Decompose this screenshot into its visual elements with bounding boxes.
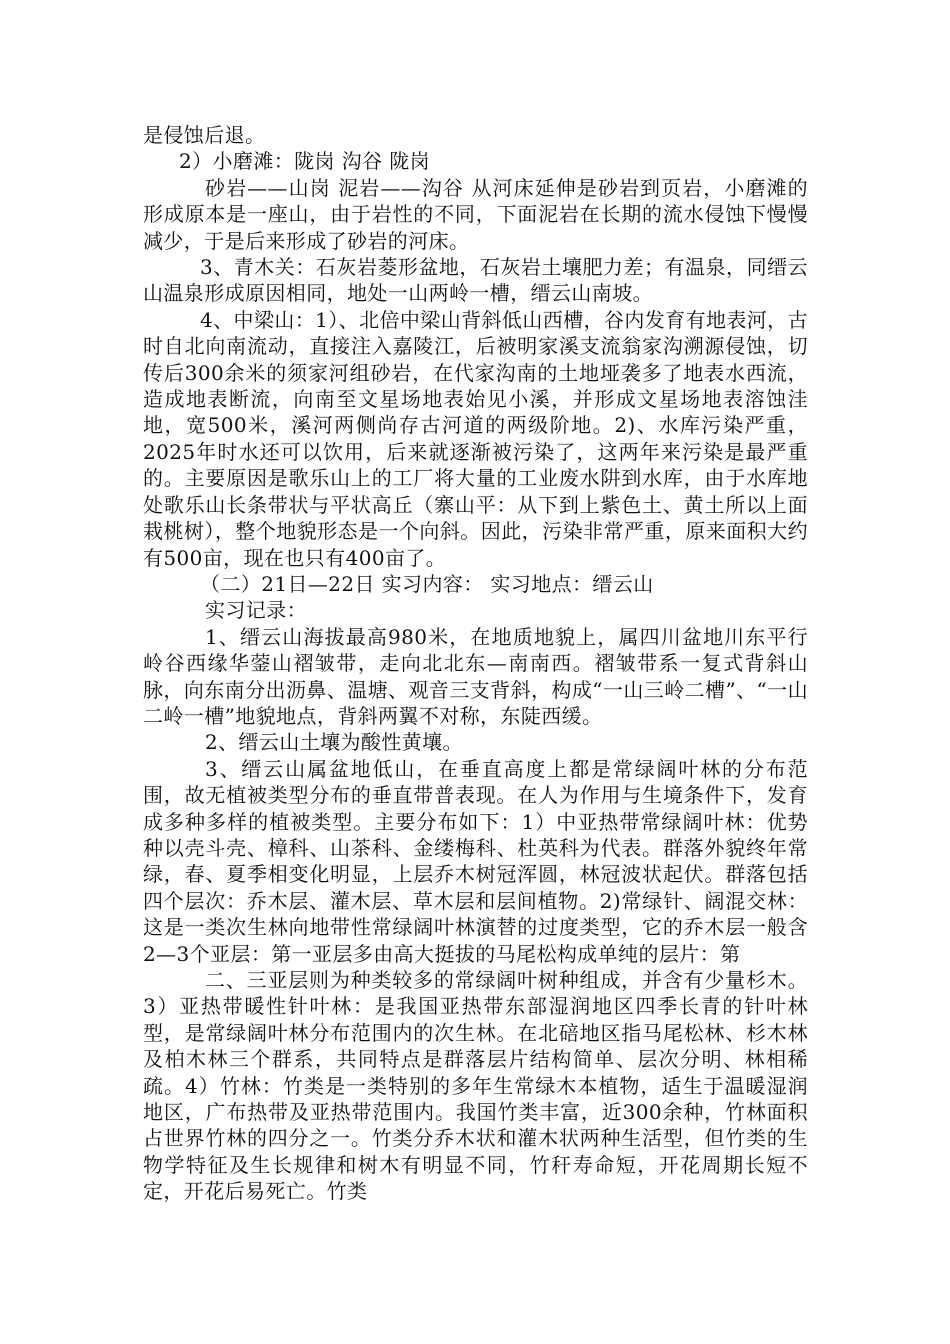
paragraph-10: 3、缙云山属盆地低山，在垂直高度上都是常绿阔叶林的分布范围，故无植被类型分布的垂直带普表现。在人为作用与生境条件下，发育成多种多样的植被类型。主要分布如下：1）中亚热带常绿阔叶林：优势种以壳斗壳、樟科、山茶科、金缕梅科、杜英科为代表。群落外貌终年常绿，春、夏季相变化明显，上层乔木树冠浑圆，林冠波状起伏。群落包括四个层次：乔木层、灌木层、草木层和层间植物。2)常绿针、阔混交林：这是一类次生林向地带性常绿阔叶林演替的过度类型，它的乔木层一般含2—3个亚层：第一亚层多由高大挺拔的马尾松构成单纯的层片：第: [143, 756, 808, 966]
document-page: [143, 122, 808, 1205]
paragraph-8: 1、缙云山海拔最高980米，在地质地貌上，属四川盆地川东平行岭谷西缘华蓥山褶皱带，走向北北东—南南西。褶皱带系一复式背斜山脉，向东南分出沥鼻、温塘、观音三支背斜，构成“一山三岭二槽”、“一山二岭一槽”地貌地点，背斜两翼不对称，东陡西缓。: [143, 624, 808, 728]
paragraph-9: 2、缙云山土壤为酸性黄壤。: [205, 730, 463, 755]
paragraph-4: 3、青木关：石灰岩菱形盆地，石灰岩土壤肥力差；有温泉，同缙云山温泉形成原因相同，地处一山两岭一槽，缙云山南坡。: [143, 255, 808, 306]
paragraph-5: 4、中梁山：1）、北倍中梁山背斜低山西槽，谷内发育有地表河，古时自北向南流动，直接注入嘉陵江，后被明家溪支流翁家沟溯源侵蚀，切传后300余米的须家河组砂岩，在代家沟南的土地垭袭多了地表水西流，造成地表断流，向南至文星场地表始见小溪，并形成文星场地表溶蚀洼地，宽500米，溪河两侧尚存古河道的两级阶地。2)、水库污染严重，2025年时水还可以饮用，后来就逐渐被污染了，这两年来污染是最严重的。主要原因是歌乐山上的工厂将大量的工业废水阱到水库，由于水库地处歌乐山长条带状与平状高丘（寨山平：从下到上紫色土、黄土所以上面栽桃树），整个地貌形态是一个向斜。因此，污染非常严重，原来面积大约有500亩，现在也只有400亩了。: [143, 307, 808, 570]
paragraph-11: 二、三亚层则为种类较多的常绿阔叶树种组成，并含有少量杉木。3）亚热带暖性针叶林：是我国亚热带东部湿润地区四季长青的针叶林型，是常绿阔叶林分布范围内的次生林。在北碚地区指马尾松林、杉木林及柏木林三个群系，共同特点是群落层片结构简单、层次分明、林相稀疏。4）竹林：竹类是一类特别的多年生常绿木本植物，适生于温暖湿润地区，广布热带及亚热带范围内。我国竹类丰富，近300余种，竹林面积占世界竹林的四分之一。竹类分乔木状和灌木状两种生活型，但竹类的生物学特征及生长规律和树木有明显不同，竹秆寿命短，开花周期长短不定，开花后易死亡。竹类: [143, 968, 808, 1204]
paragraph-6: （二）21日—22日 实习内容： 实习地点：缙云山: [200, 571, 654, 596]
paragraph-3: 砂岩——山岗 泥岩——沟谷 从河床延伸是砂岩到页岩，小磨滩的形成原本是一座山，由于岩性的不同，下面泥岩在长期的流水侵蚀下慢慢减少，于是后来形成了砂岩的河床。: [143, 175, 808, 253]
paragraph-7: 实习记录：: [205, 598, 307, 623]
paragraph-1: 是侵蚀后退。: [143, 123, 266, 147]
paragraph-2: 2）小磨滩：陇岗 沟谷 陇岗: [179, 149, 431, 174]
